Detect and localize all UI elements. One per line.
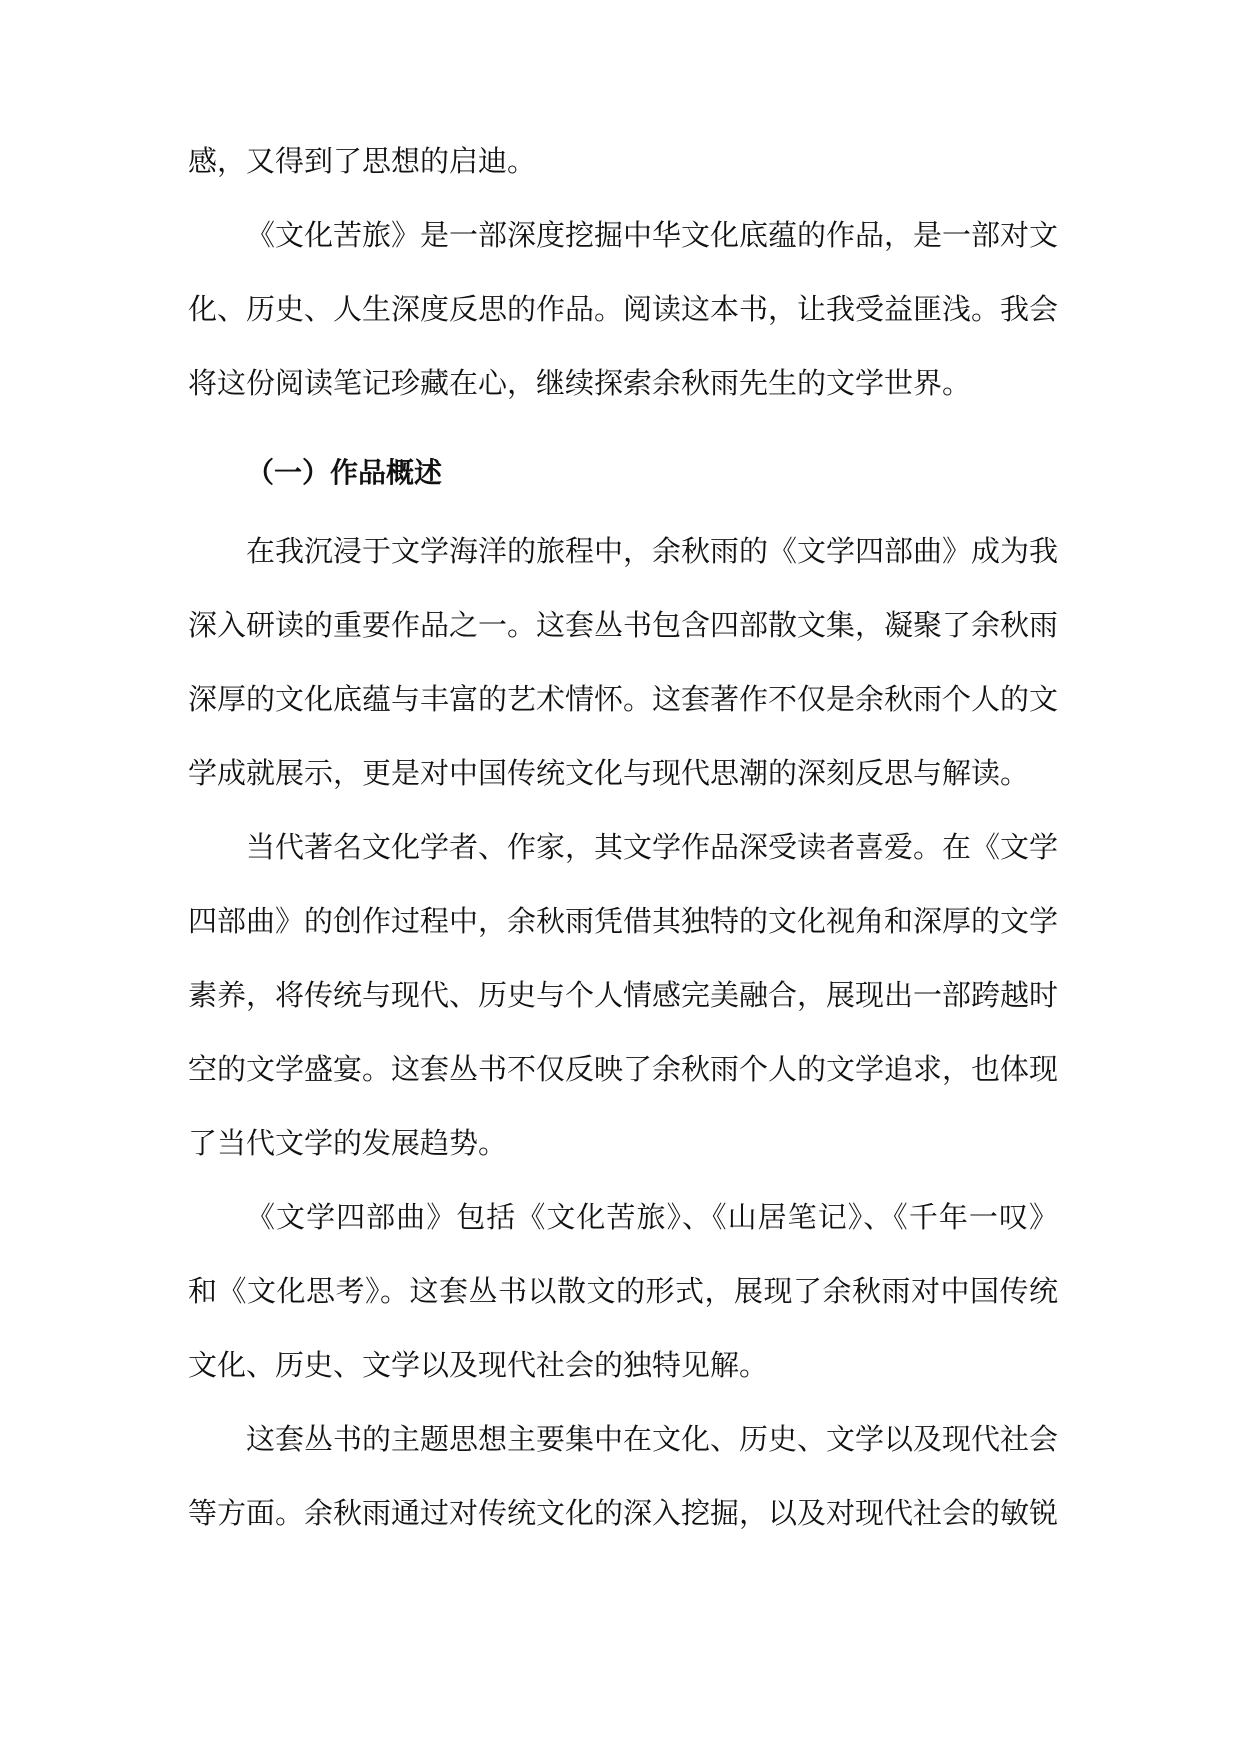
paragraph-line: 《文学四部曲》包括《文化苦旅》、《山居笔记》、《千年一叹》 [246, 1200, 1058, 1234]
paragraph-line: 在我沉浸于文学海洋的旅程中，余秋雨的《文学四部曲》成为我 [246, 534, 1059, 568]
paragraph-line: 和《文化思考》。这套丛书以散文的形式，展现了余秋雨对中国传统 [188, 1274, 1058, 1308]
paragraph-line: 这套丛书的主题思想主要集中在文化、历史、文学以及现代社会 [246, 1422, 1059, 1456]
paragraph-line: 文化、历史、文学以及现代社会的独特见解。 [188, 1348, 769, 1382]
paragraph-line: 四部曲》的创作过程中，余秋雨凭借其独特的文化视角和深厚的文学 [188, 904, 1059, 938]
document-body [188, 137, 1058, 1563]
paragraph-line: 学成就展示，更是对中国传统文化与现代思潮的深刻反思与解读。 [188, 756, 1030, 790]
paragraph-line: 等方面。余秋雨通过对传统文化的深入挖掘，以及对现代社会的敏锐 [188, 1496, 1059, 1530]
paragraph-line: 了当代文学的发展趋势。 [188, 1126, 508, 1160]
paragraph-line: 《文化苦旅》是一部深度挖掘中华文化底蕴的作品，是一部对文 [246, 218, 1059, 252]
paragraph-line: 化、历史、人生深度反思的作品。阅读这本书，让我受益匪浅。我会 [188, 292, 1059, 326]
section-heading: （一）作品概述 [246, 456, 443, 489]
paragraph-line: 深入研读的重要作品之一。这套丛书包含四部散文集，凝聚了余秋雨 [188, 608, 1059, 642]
paragraph-line: 当代著名文化学者、作家，其文学作品深受读者喜爱。在《文学 [246, 830, 1059, 864]
paragraph-line: 感，又得到了思想的启迪。 [188, 144, 537, 178]
paragraph-line: 素养，将传统与现代、历史与个人情感完美融合，展现出一部跨越时 [188, 978, 1059, 1012]
paragraph-line: 空的文学盛宴。这套丛书不仅反映了余秋雨个人的文学追求，也体现 [188, 1052, 1059, 1086]
paragraph-line: 将这份阅读笔记珍藏在心，继续探索余秋雨先生的文学世界。 [188, 366, 972, 400]
paragraph-line: 深厚的文化底蕴与丰富的艺术情怀。这套著作不仅是余秋雨个人的文 [188, 682, 1059, 716]
